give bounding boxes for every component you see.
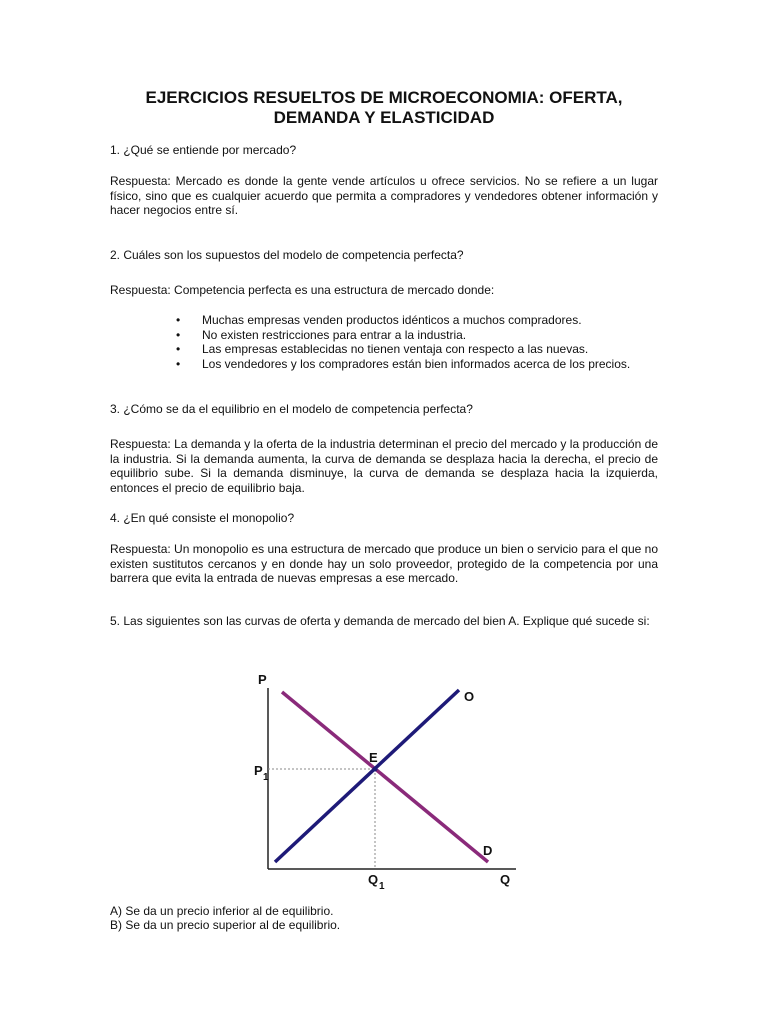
question-5: 5. Las siguientes son las curvas de oferta y demanda de mercado del bien A. Explique qué sucede si: bbox=[110, 614, 650, 628]
question-4: 4. ¿En qué consiste el monopolio? bbox=[110, 511, 295, 525]
answer-3: Respuesta: La demanda y la oferta de la industria determinan el precio del mercado y la producción de la industria. Si la demanda aumenta, la curva de demanda se desplaza hacia la derecha, el precio de equilibrio sube. Si la demanda disminuye, la curva de demanda se desplaza hacia la izquierda, entonces el precio de equilibrio baja. bbox=[110, 437, 658, 495]
quantity-axis-label: Q bbox=[500, 872, 511, 887]
bullet-icon: • bbox=[176, 356, 181, 371]
title-line-1: EJERCICIOS RESUELTOS DE MICROECONOMIA: OFERTA, bbox=[145, 88, 623, 107]
p1-subscript: 1 bbox=[263, 772, 269, 783]
option-b: B) Se da un precio superior al de equilibrio. bbox=[110, 918, 341, 932]
q1-subscript: 1 bbox=[379, 881, 385, 892]
list-item-text: No existen restricciones para entrar a la industria. bbox=[202, 327, 467, 342]
answer-4: Respuesta: Un monopolio es una estructura de mercado que produce un bien o servicio para el que no existen sustitutos cercanos y en donde hay un solo proveedor, protegido de la competencia por una barrera que evita la entrada de nuevas empresas a ese mercado. bbox=[110, 542, 658, 585]
question-2: 2. Cuáles son los supuestos del modelo de competencia perfecta? bbox=[110, 248, 464, 262]
title-line-2: DEMANDA Y ELASTICIDAD bbox=[273, 108, 495, 127]
supply-curve bbox=[275, 690, 459, 862]
answer-1: Respuesta: Mercado es donde la gente vende artículos u ofrece servicios. No se refiere a un lugar físico, sino que es cualquier acuerdo que permita a compradores y vendedores obtener información y hacer negocios entre sí. bbox=[110, 174, 658, 217]
list-item-text: Los vendedores y los compradores están bien informados acerca de los precios. bbox=[202, 356, 631, 371]
bullet-icon: • bbox=[176, 327, 181, 342]
p1-label: P bbox=[254, 763, 263, 778]
answer-2: Respuesta: Competencia perfecta es una estructura de mercado donde: bbox=[110, 283, 495, 297]
supply-label: O bbox=[464, 689, 475, 704]
list-item-text: Las empresas establecidas no tienen ventaja con respecto a las nuevas. bbox=[202, 342, 589, 356]
q1-label: Q bbox=[368, 872, 379, 887]
demand-curve bbox=[282, 692, 488, 862]
question-3: 3. ¿Cómo se da el equilibrio en el modelo de competencia perfecta? bbox=[110, 402, 473, 416]
bullet-icon: • bbox=[176, 313, 181, 327]
equilibrium-point bbox=[373, 767, 378, 772]
price-axis-label: P bbox=[258, 672, 267, 687]
list-item-text: Muchas empresas venden productos idénticos a muchos compradores. bbox=[202, 313, 582, 327]
bullet-icon: • bbox=[176, 342, 181, 356]
demand-label: D bbox=[483, 843, 493, 858]
equilibrium-label: E bbox=[369, 750, 378, 765]
option-a: A) Se da un precio inferior al de equilibrio. bbox=[110, 904, 334, 918]
question-1: 1. ¿Qué se entiende por mercado? bbox=[110, 143, 297, 157]
